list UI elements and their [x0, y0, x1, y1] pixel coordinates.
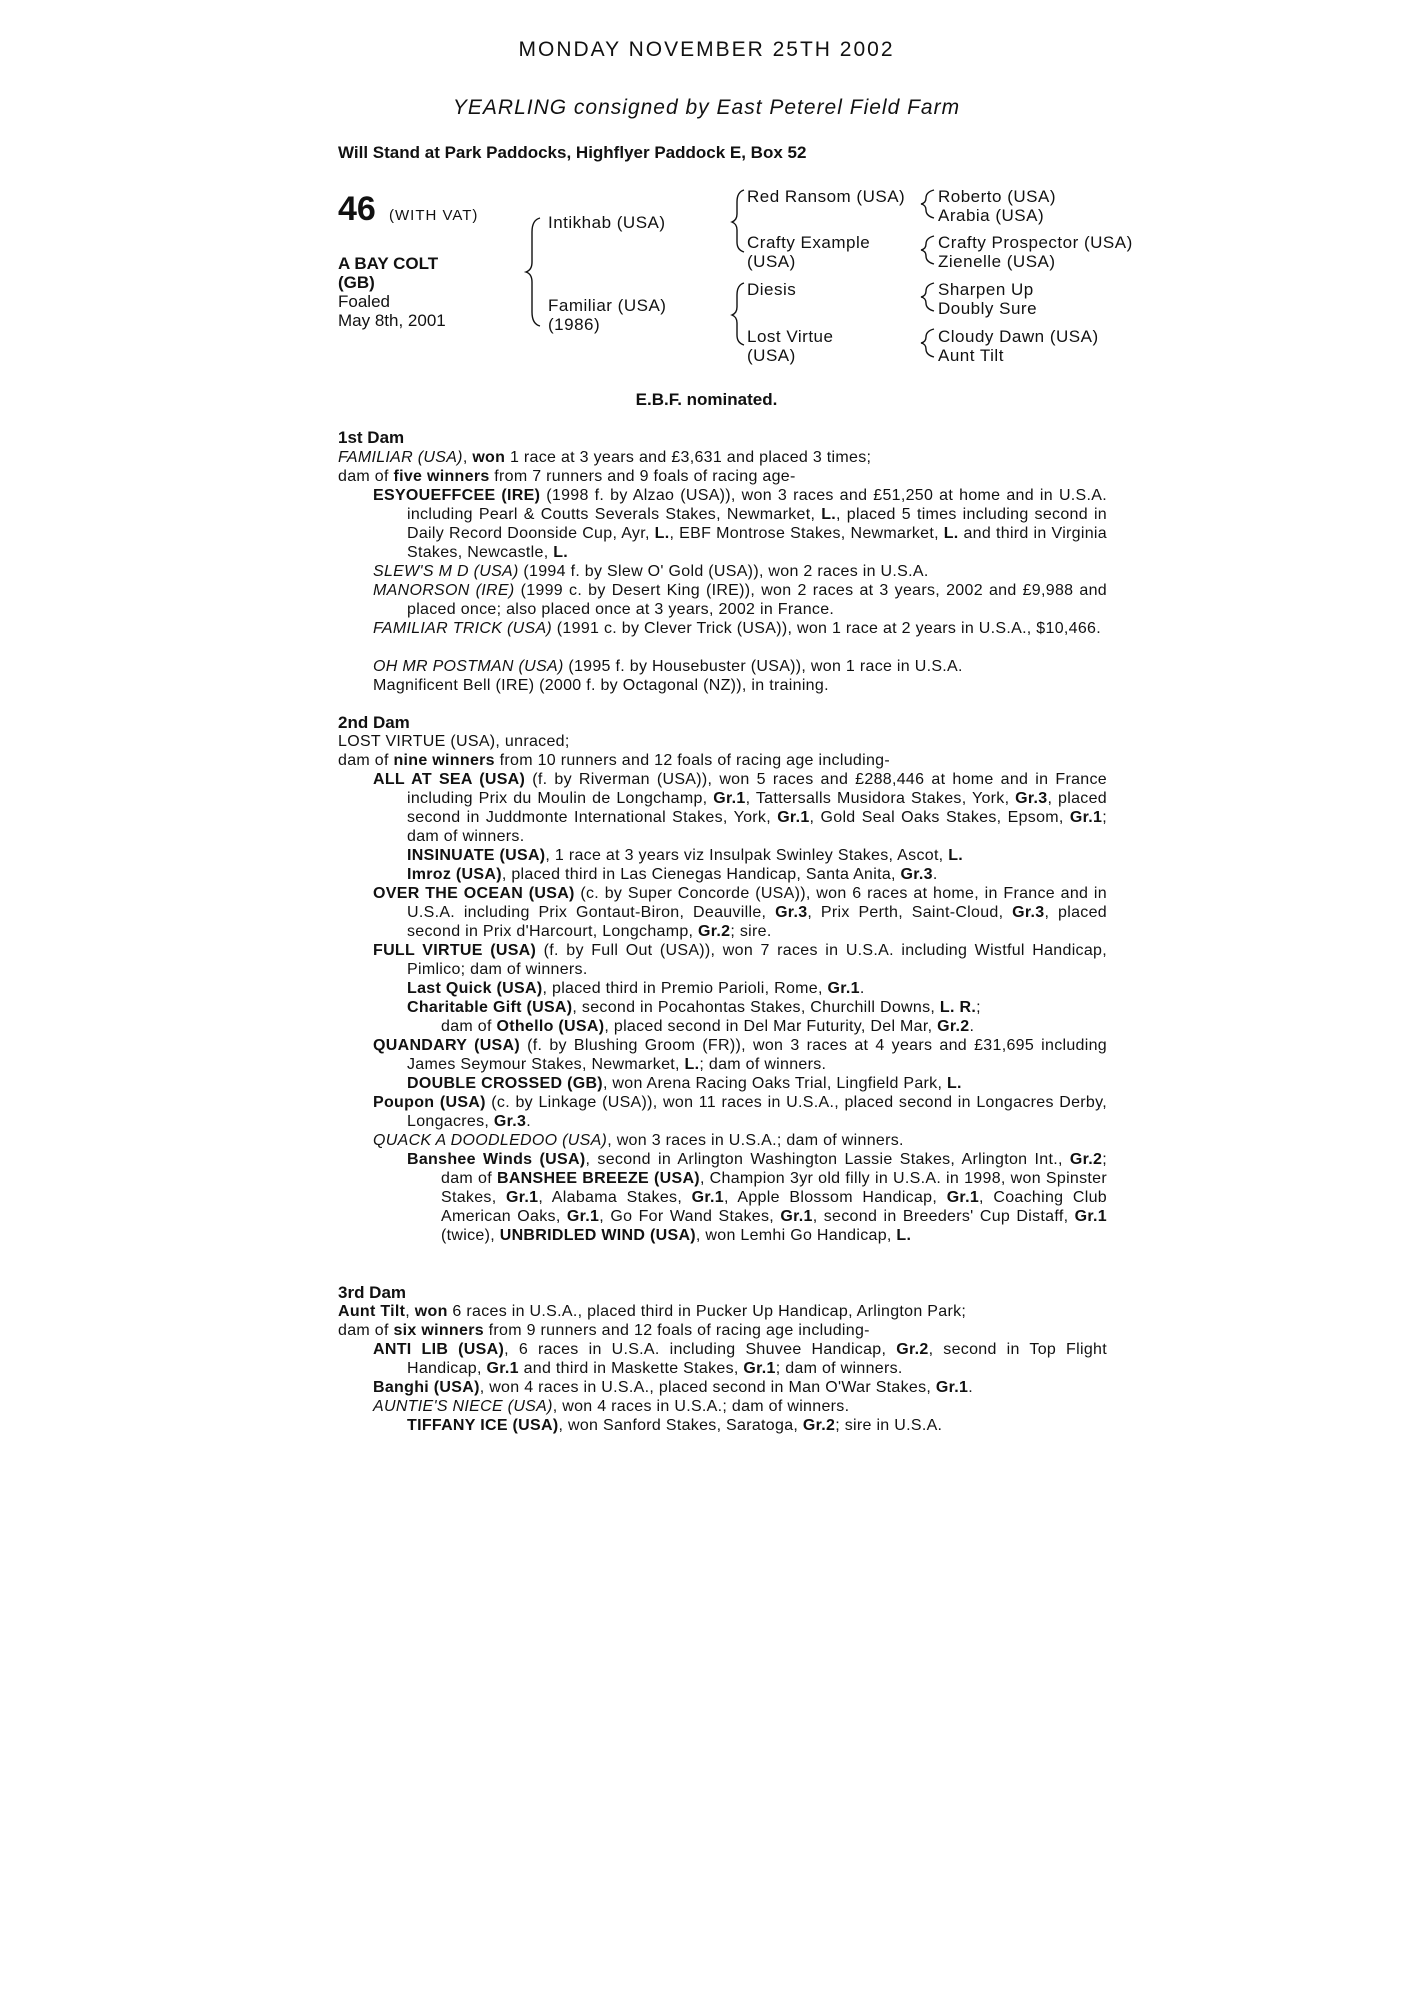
- produce-double-crossed: DOUBLE CROSSED (GB), won Arena Racing Oaks Trial, Lingfield Park, L.: [407, 1075, 962, 1092]
- produce-banghi: Banghi (USA), won 4 races in U.S.A., placed second in Man O'War Stakes, Gr.1.: [373, 1379, 974, 1396]
- stand-location: Will Stand at Park Paddocks, Highflyer Paddock E, Box 52: [338, 143, 807, 162]
- gen3-7: Cloudy Dawn (USA): [938, 327, 1099, 346]
- produce-imroz: Imroz (USA), placed third in Las Cienegas Handicap, Santa Anita, Gr.3.: [407, 866, 938, 883]
- produce-familiar-trick: FAMILIAR TRICK (USA) (1991 c. by Clever Trick (USA)), won 1 race at 2 years in U.S.A., $10,466.: [373, 620, 1101, 637]
- gen3-1: Roberto (USA): [938, 187, 1056, 206]
- produce-charitable-gift: Charitable Gift (USA), second in Pocahontas Stakes, Churchill Downs, L. R.;: [407, 999, 981, 1016]
- ebf-note: E.B.F. nominated.: [635, 390, 778, 409]
- sire-sire: Red Ransom (USA): [747, 187, 906, 206]
- produce-over-the-ocean: OVER THE OCEAN (USA) (c. by Super Concorde (USA)), won 6 races at home, in France and in U.S.A. including Prix Gontaut-Biron, Deauville, Gr.3, Prix Perth, Saint-Cloud, Gr.3, placed second in Prix d'Harcourt, Longchamp, Gr.2; sire.: [373, 885, 1107, 940]
- sire-name: Intikhab (USA): [548, 213, 666, 232]
- produce-last-quick: Last Quick (USA), placed third in Premio Parioli, Rome, Gr.1.: [407, 980, 865, 997]
- sire-dam: Crafty Example: [747, 233, 871, 252]
- produce-aunties-niece: AUNTIE'S NIECE (USA), won 4 races in U.S.A.; dam of winners.: [373, 1398, 850, 1415]
- first-dam-line: FAMILIAR (USA), won 1 race at 3 years and £3,631 and placed 3 times;: [338, 449, 872, 466]
- dam-year: (1986): [548, 315, 601, 334]
- produce-anti-lib: ANTI LIB (USA), 6 races in U.S.A. including Shuvee Handicap, Gr.2, second in Top Flight Handicap, Gr.1 and third in Maskette Stakes, Gr.1; dam of winners.: [373, 1341, 1107, 1377]
- third-dam-line: Aunt Tilt, won 6 races in U.S.A., placed third in Pucker Up Handicap, Arlington Park;: [338, 1303, 967, 1320]
- dam-sire: Diesis: [747, 280, 797, 299]
- dam-dam: Lost Virtue: [747, 327, 834, 346]
- sale-date: MONDAY NOVEMBER 25TH 2002: [518, 38, 895, 61]
- produce-manorson: MANORSON (IRE) (1999 c. by Desert King (IRE)), won 2 races at 3 years, 2002 and £9,988 and placed once; also placed once at 3 years, 2002 in France.: [373, 582, 1107, 618]
- produce-quandary: QUANDARY (USA) (f. by Blushing Groom (FR)), won 3 races at 4 years and £31,695 including James Seymour Stakes, Newmarket, L.; dam of winners.: [373, 1037, 1108, 1073]
- first-dam-produce-line: dam of five winners from 7 runners and 9 foals of racing age-: [338, 468, 796, 485]
- produce-othello: dam of Othello (USA), placed second in Del Mar Futurity, Del Mar, Gr.2.: [441, 1018, 975, 1035]
- produce-poupon: Poupon (USA) (c. by Linkage (USA)), won 11 races in U.S.A., placed second in Longacres Derby, Longacres, Gr.3.: [373, 1094, 1107, 1130]
- sire-dam-origin: (USA): [747, 252, 796, 271]
- dam-name: Familiar (USA): [548, 296, 667, 315]
- horse-description: A BAY COLT: [338, 254, 439, 273]
- produce-oh-mr-postman: OH MR POSTMAN (USA) (1995 f. by Housebuster (USA)), won 1 race in U.S.A.: [373, 658, 963, 675]
- produce-tiffany-ice: TIFFANY ICE (USA), won Sanford Stakes, Saratoga, Gr.2; sire in U.S.A.: [407, 1417, 943, 1434]
- produce-esyoueffcee: ESYOUEFFCEE (IRE) (1998 f. by Alzao (USA)), won 3 races and £51,250 at home and in U.S.A. including Pearl & Coutts Severals Stakes, Newmarket, L., placed 5 times including second in Daily Record Doonside Cup, Ayr, L., EBF Montrose Stakes, Newmarket, L. and third in Virginia Stakes, Newcastle, L.: [373, 487, 1107, 561]
- gen3-5: Sharpen Up: [938, 280, 1034, 299]
- pedigree-braces: [0, 0, 1413, 400]
- produce-banshee-winds: Banshee Winds (USA), second in Arlington Washington Lassie Stakes, Arlington Int., Gr.2; dam of BANSHEE BREEZE (USA), Champion 3yr old filly in U.S.A. in 1998, won Spinster Stakes, Gr.1, Alabama Stakes, Gr.1, Apple Blossom Handicap, Gr.1, Coaching Club American Oaks, Gr.1, Go For Wand Stakes, Gr.1, second in Breeders' Cup Distaff, Gr.1 (twice), UNBRIDLED WIND (USA), won Lemhi Go Handicap, L.: [407, 1151, 1107, 1244]
- vat-note: (WITH VAT): [389, 207, 479, 224]
- gen3-3: Crafty Prospector (USA): [938, 233, 1133, 252]
- lot-number: 46: [338, 190, 376, 228]
- horse-origin: (GB): [338, 273, 375, 292]
- gen3-4: Zienelle (USA): [938, 252, 1056, 271]
- gen3-2: Arabia (USA): [938, 206, 1045, 225]
- produce-slews-md: SLEW'S M D (USA) (1994 f. by Slew O' Gold (USA)), won 2 races in U.S.A.: [373, 563, 929, 580]
- consignment-line: YEARLING consigned by East Peterel Field Farm: [452, 96, 961, 119]
- produce-full-virtue: FULL VIRTUE (USA) (f. by Full Out (USA)), won 7 races in U.S.A. including Wistful Handicap, Pimlico; dam of winners.: [373, 942, 1108, 978]
- second-dam-line: LOST VIRTUE (USA), unraced;: [338, 733, 570, 750]
- produce-quack-a-doodledoo: QUACK A DOODLEDOO (USA), won 3 races in U.S.A.; dam of winners.: [373, 1132, 904, 1149]
- second-dam-title: 2nd Dam: [338, 713, 410, 732]
- produce-insinuate: INSINUATE (USA), 1 race at 3 years viz Insulpak Swinley Stakes, Ascot, L.: [407, 847, 964, 864]
- dam-dam-origin: (USA): [747, 346, 796, 365]
- produce-magnificent-bell: Magnificent Bell (IRE) (2000 f. by Octagonal (NZ)), in training.: [373, 677, 829, 694]
- third-dam-produce-line: dam of six winners from 9 runners and 12 foals of racing age including-: [338, 1322, 870, 1339]
- gen3-8: Aunt Tilt: [938, 346, 1004, 365]
- produce-all-at-sea: ALL AT SEA (USA) (f. by Riverman (USA)), won 5 races and £288,446 at home and in France including Prix du Moulin de Longchamp, Gr.1, Tattersalls Musidora Stakes, York, Gr.3, placed second in Juddmonte International Stakes, York, Gr.1, Gold Seal Oaks Stakes, Epsom, Gr.1; dam of winners.: [373, 771, 1107, 845]
- gen3-6: Doubly Sure: [938, 299, 1038, 318]
- foaled-label: Foaled: [338, 292, 390, 311]
- foaled-date: May 8th, 2001: [338, 311, 446, 330]
- third-dam-title: 3rd Dam: [338, 1283, 407, 1302]
- second-dam-produce-line: dam of nine winners from 10 runners and 12 foals of racing age including-: [338, 752, 890, 769]
- first-dam-title: 1st Dam: [338, 428, 405, 447]
